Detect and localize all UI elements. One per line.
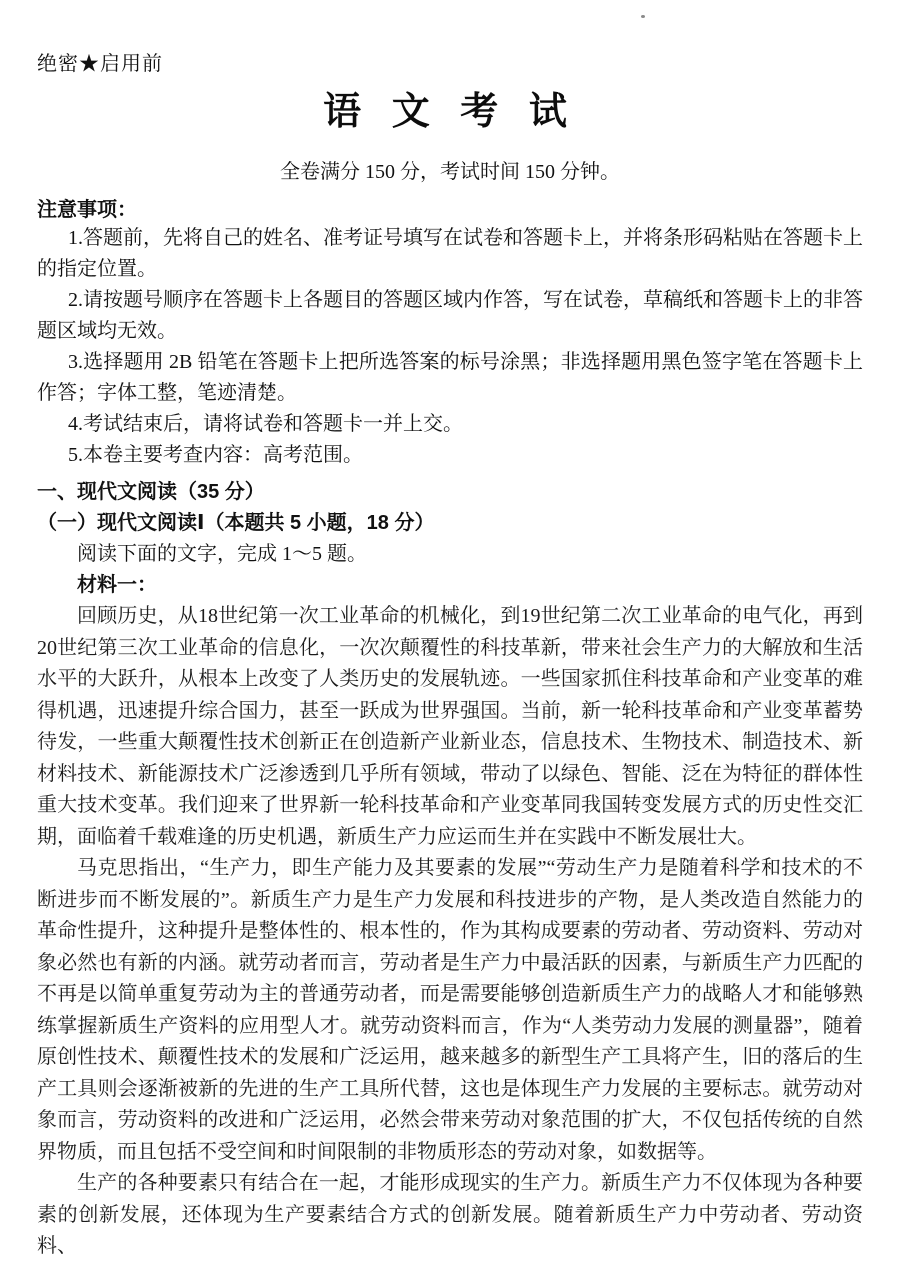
subsection-heading-reading-1: （一）现代文阅读Ⅰ（本题共 5 小题，18 分） [37,512,435,535]
notice-item-1: 1.答题前，先将自己的姓名、准考证号填写在试卷和答题卡上，并将条形码粘贴在答题卡上的指定位置。 [37,227,863,281]
scan-artifact-dot [641,15,645,18]
section-heading-modern-reading: 一、现代文阅读（35 分） [37,481,265,504]
notice-item-4: 4.考试结束后，请将试卷和答题卡一并上交。 [68,413,463,436]
exam-subtitle: 全卷满分 150 分，考试时间 150 分钟。 [280,161,620,184]
classification-label: 绝密★启用前 [37,53,163,75]
notice-item-5: 5.本卷主要考查内容：高考范围。 [68,444,363,467]
reading-instruction: 阅读下面的文字，完成 1～5 题。 [77,543,367,566]
notice-item-3: 3.选择题用 2B 铅笔在答题卡上把所选答案的标号涂黑；非选择题用黑色签字笔在答题卡上作答；字体工整，笔迹清楚。 [37,351,863,405]
material-paragraph-1: 回顾历史，从18世纪第一次工业革命的机械化，到19世纪第二次工业革命的电气化，再到20世纪第三次工业革命的信息化，一次次颠覆性的科技革新，带来社会生产力的大解放和生活水平的大跃升，从根本上改变了人类历史的发展轨迹。一些国家抓住科技革命和产业变革的难得机遇，迅速提升综合国力，甚至一跃成为世界强国。当前，新一轮科技革命和产业变革蓄势待发，一些重大颠覆性技术创新正在创造新产业新业态，信息技术、生物技术、制造技术、新材料技术、新能源技术广泛渗透到几乎所有领域，带动了以绿色、智能、泛在为特征的群体性重大技术变革。我们迎来了世界新一轮科技革命和产业变革同我国转变发展方式的历史性交汇期，面临着千载难逢的历史机遇，新质生产力应运而生并在实践中不断发展壮大。 [37,605,863,848]
material-paragraph-2: 马克思指出，“生产力，即生产能力及其要素的发展”“劳动生产力是随着科学和技术的不断进步而不断发展的”。新质生产力是生产力发展和科技进步的产物，是人类改造自然能力的革命性提升，这种提升是整体性的、根本性的，作为其构成要素的劳动者、劳动资料、劳动对象必然也有新的内涵。就劳动者而言，劳动者是生产力中最活跃的因素，与新质生产力匹配的不再是以简单重复劳动为主的普通劳动者，而是需要能够创造新质生产力的战略人才和能够熟练掌握新质生产资料的应用型人才。就劳动资料而言，作为“人类劳动力发展的测量器”，随着原创性技术、颠覆性技术的发展和广泛运用，越来越多的新型生产工具将产生，旧的落后的生产工具则会逐渐被新的先进的生产工具所代替，这也是体现生产力发展的主要标志。就劳动对象而言，劳动资料的改进和广泛运用，必然会带来劳动对象范围的扩大，不仅包括传统的自然界物质，而且包括不受空间和时间限制的非物质形态的劳动对象，如数据等。 [37,857,863,1163]
exam-title: 语 文 考 试 [323,91,577,133]
notice-heading: 注意事项： [37,199,137,222]
notice-item-2: 2.请按题号顺序在答题卡上各题目的答题区域内作答，写在试卷，草稿纸和答题卡上的非答题区域均无效。 [37,289,863,343]
material-paragraph-3: 生产的各种要素只有结合在一起，才能形成现实的生产力。新质生产力不仅体现为各种要素的创新发展，还体现为生产要素结合方式的创新发展。随着新质生产力中劳动者、劳动资料、 [37,1172,863,1258]
material-one-label: 材料一： [77,574,157,597]
